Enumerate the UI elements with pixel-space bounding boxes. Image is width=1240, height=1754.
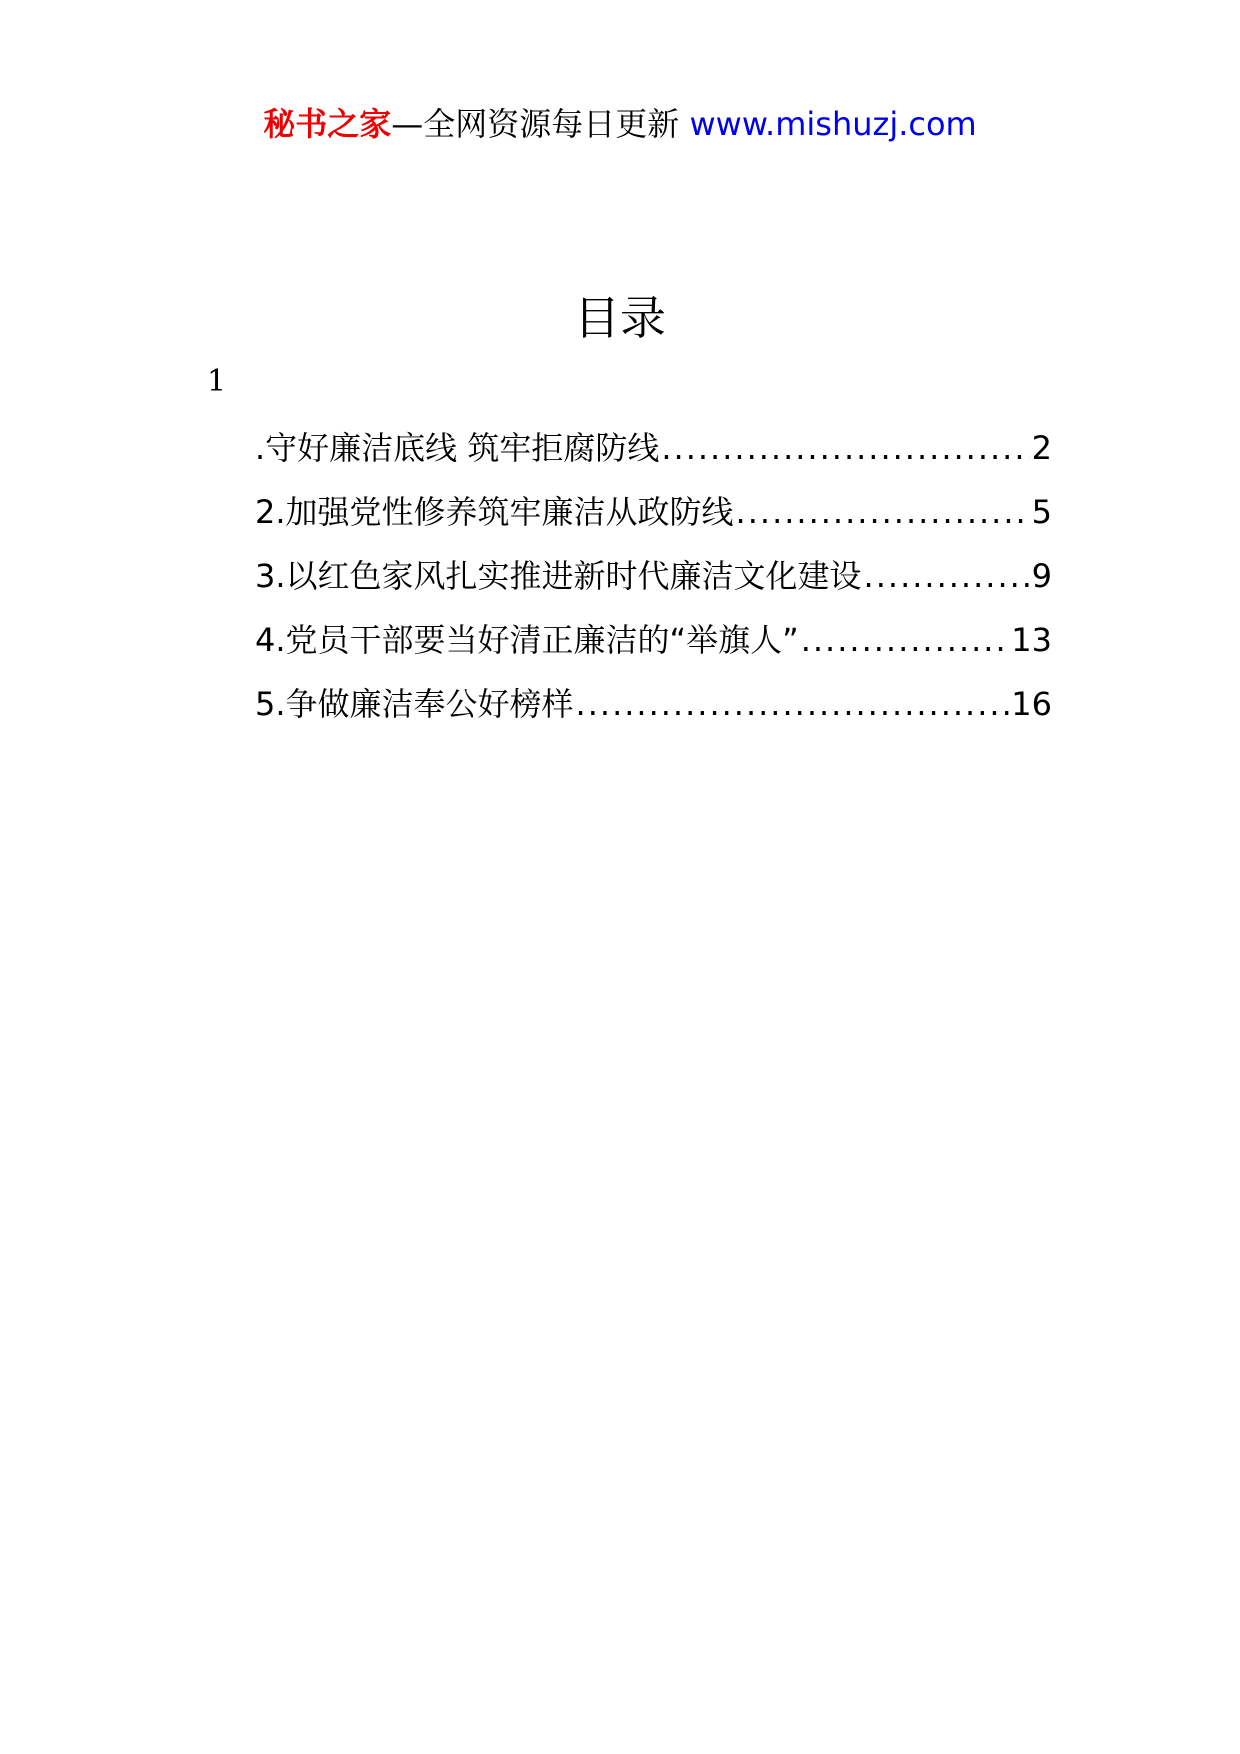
toc-dot-leader: [736, 488, 1030, 536]
page-number-marker: 1: [207, 364, 227, 399]
toc-entry-5[interactable]: [255, 680, 1052, 744]
toc-entry-page: 16: [1011, 685, 1052, 723]
toc-entry-title: 5.争做廉洁奉公好榜样: [255, 685, 574, 723]
toc-entry-title: 2.加强党性修养筑牢廉洁从政防线: [255, 493, 734, 531]
toc-entry-page: 5: [1031, 493, 1052, 531]
toc-entry-title: 4.党员干部要当好清正廉洁的“举旗人”: [255, 621, 799, 659]
toc-entry-title: .守好廉洁底线 筑牢拒腐防线: [255, 429, 660, 467]
toc-dot-leader: [801, 616, 1010, 664]
toc-entry-page: 2: [1031, 429, 1052, 467]
toc-dot-leader: [576, 680, 1010, 728]
toc-entry-3[interactable]: [255, 552, 1052, 616]
table-of-contents: [255, 424, 1052, 744]
document-title: 目录: [574, 291, 666, 345]
toc-entry-page: 9: [1031, 557, 1052, 595]
toc-dot-leader: [661, 424, 1029, 472]
toc-entry-title: 3.以红色家风扎实推进新时代廉洁文化建设: [255, 557, 862, 595]
site-url-link[interactable]: www.mishuzj.com: [689, 105, 977, 143]
toc-entry-2[interactable]: [255, 488, 1052, 552]
toc-entry-page: 13: [1011, 621, 1052, 659]
site-header: [0, 100, 1240, 148]
site-slogan: —全网资源每日更新: [391, 105, 680, 143]
toc-entry-1[interactable]: [255, 424, 1052, 488]
toc-entry-4[interactable]: [255, 616, 1052, 680]
toc-dot-leader: [864, 552, 1030, 600]
brand-name: 秘书之家: [263, 105, 392, 143]
